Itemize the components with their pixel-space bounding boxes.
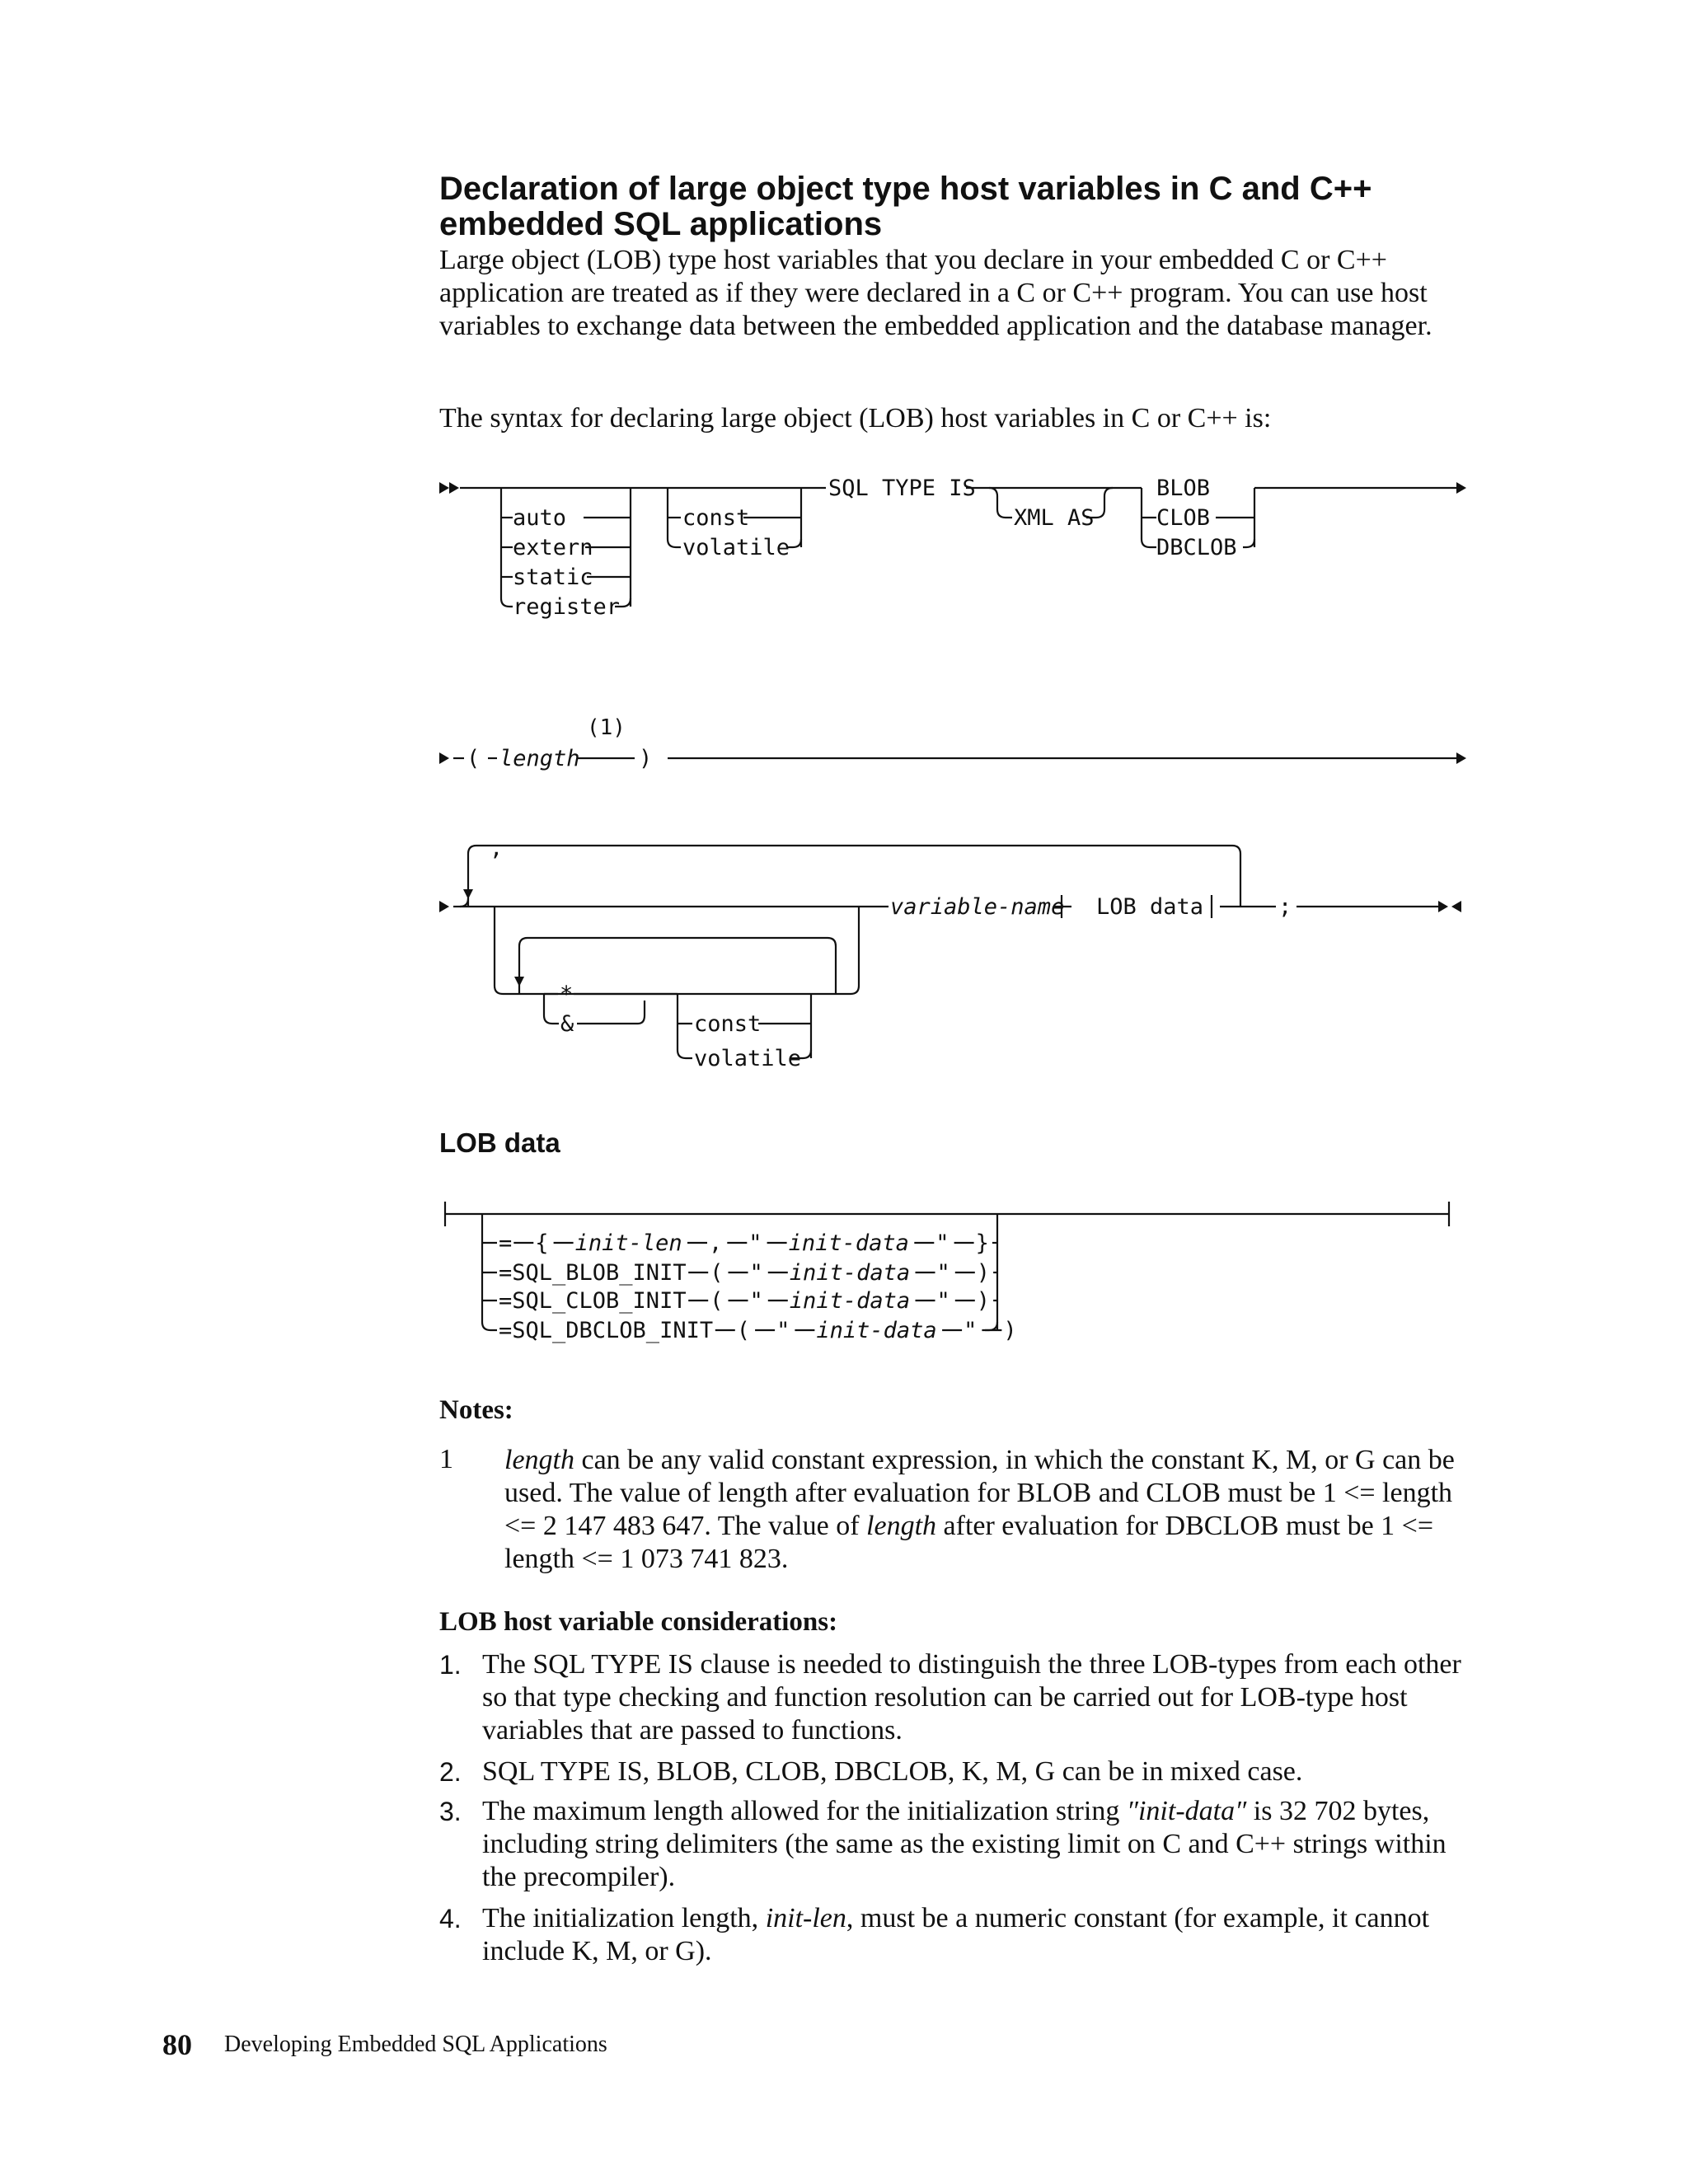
considerations-heading: LOB host variable considerations: bbox=[439, 1607, 838, 1637]
lob-data-token: " bbox=[749, 1260, 763, 1286]
list-item: The SQL TYPE IS clause is needed to distinguish the three LOB-types from each other so that type checking and function resolution can be carried out for LOB-type host variables that are passed to functions. bbox=[482, 1649, 1461, 1746]
lob-data-token: , bbox=[709, 1230, 723, 1256]
list-item bbox=[482, 1795, 1484, 1894]
note-number: 1 bbox=[439, 1444, 453, 1474]
list-item: SQL TYPE IS, BLOB, CLOB, DBCLOB, K, M, G can be in mixed case. bbox=[482, 1756, 1303, 1787]
qualifier-const-2: const bbox=[694, 1011, 762, 1037]
lob-data-param-init-len: init-len bbox=[574, 1230, 682, 1256]
lob-data-param-init-data: init-data bbox=[789, 1260, 911, 1286]
list-item-text-b: is 32 702 bytes, including string delimiters (the same as the existing limit on C and C++ strings within the precompiler). bbox=[482, 1796, 1447, 1892]
lob-data-option-row bbox=[499, 1260, 997, 1286]
list-item-number: 1. bbox=[439, 1650, 462, 1680]
lob-data-prefix: =SQL_CLOB_INIT bbox=[499, 1288, 687, 1314]
note-text-part-a: can be any valid constant expression, in which the constant K, M, or G can be used. The value of length after evaluation for BLOB and CLOB must be 1 <= length <= 2 147 483 647. The value of bbox=[504, 1445, 1455, 1541]
lob-data-token: ( bbox=[736, 1318, 751, 1343]
lob-data-token: { bbox=[535, 1230, 549, 1256]
lob-data-token: " bbox=[749, 1288, 763, 1314]
list-item-number: 3. bbox=[439, 1797, 462, 1826]
close-paren: ) bbox=[639, 746, 653, 771]
note-term-length-2: length bbox=[866, 1511, 937, 1541]
qualifier-volatile: volatile bbox=[682, 535, 790, 560]
storage-extern: extern bbox=[513, 535, 593, 560]
repeat-separator-comma: , bbox=[490, 836, 504, 861]
syntax-intro-paragraph: The syntax for declaring large object (LOB) host variables in C or C++ is: bbox=[439, 403, 1272, 434]
lob-data-token: ) bbox=[976, 1260, 991, 1286]
footer-book-title: Developing Embedded SQL Applications bbox=[224, 2032, 607, 2057]
lob-type-dbclob: DBCLOB bbox=[1156, 535, 1237, 560]
list-item-term: ″init-data″ bbox=[1126, 1796, 1247, 1826]
list-item-number: 4. bbox=[439, 1904, 462, 1933]
variable-name-parameter: variable-name bbox=[890, 894, 1065, 920]
lob-data-prefix: =SQL_DBCLOB_INIT bbox=[499, 1318, 714, 1343]
sql-type-is-keyword: SQL TYPE IS bbox=[828, 476, 976, 501]
lob-data-heading: LOB data bbox=[439, 1127, 560, 1158]
note-reference-1: (1) bbox=[587, 715, 626, 740]
intro-paragraph: Large object (LOB) type host variables that you declare in your embedded C or C++ application are treated as if they were declared in a C or C++ program. You can use host variables to exchange data between the embedded application and the database manager. bbox=[439, 245, 1432, 341]
list-item-text-b: , must be a numeric constant (for example, it cannot include K, M, or G). bbox=[482, 1903, 1430, 1966]
storage-auto: auto bbox=[513, 505, 567, 531]
lob-data-token: ( bbox=[710, 1260, 724, 1286]
lob-data-token: ( bbox=[710, 1288, 724, 1314]
list-item-text-a: The maximum length allowed for the initialization string bbox=[482, 1796, 1127, 1826]
note-term-length: length bbox=[504, 1445, 574, 1475]
pointer-ampersand: & bbox=[560, 1011, 574, 1037]
list-item-number: 2. bbox=[439, 1757, 462, 1787]
semicolon: ; bbox=[1278, 894, 1292, 920]
lob-data-token: " bbox=[936, 1288, 950, 1314]
lob-data-token: " bbox=[935, 1230, 950, 1256]
open-paren: ( bbox=[467, 746, 481, 771]
note-text bbox=[504, 1444, 1477, 1576]
lob-data-token: " bbox=[964, 1318, 978, 1343]
storage-static: static bbox=[513, 565, 593, 590]
lob-data-token: " bbox=[748, 1230, 762, 1256]
storage-register: register bbox=[513, 594, 621, 620]
lob-data-option-row bbox=[499, 1230, 997, 1256]
lob-data-token: " bbox=[936, 1260, 950, 1286]
lob-data-option-row bbox=[499, 1318, 1017, 1343]
lob-data-fragment-ref: LOB data bbox=[1096, 894, 1204, 920]
list-item bbox=[482, 1902, 1484, 1968]
qualifier-const: const bbox=[682, 505, 750, 531]
notes-heading: Notes: bbox=[439, 1395, 513, 1425]
qualifier-volatile-2: volatile bbox=[694, 1046, 802, 1071]
lob-data-prefix: = bbox=[499, 1230, 513, 1256]
lob-data-token: ) bbox=[1003, 1318, 1017, 1343]
list-item-term: init-len bbox=[765, 1903, 846, 1933]
lob-data-token: " bbox=[776, 1318, 790, 1343]
lob-data-token: } bbox=[975, 1230, 989, 1256]
lob-data-option-row bbox=[499, 1288, 997, 1314]
list-item-text-a: The initialization length, bbox=[482, 1903, 766, 1933]
lob-data-param-init-data: init-data bbox=[788, 1230, 909, 1256]
lob-data-param-init-data: init-data bbox=[789, 1288, 911, 1314]
lob-type-blob: BLOB bbox=[1156, 476, 1211, 501]
footer-page-number: 80 bbox=[162, 2028, 192, 2061]
xml-as-keyword: XML AS bbox=[1014, 505, 1095, 531]
section-title: Declaration of large object type host variables in C and C++ embedded SQL applications bbox=[439, 171, 1372, 242]
pointer-asterisk: * bbox=[560, 982, 574, 1007]
lob-data-token: ) bbox=[976, 1288, 991, 1314]
length-parameter: length bbox=[499, 746, 580, 771]
lob-type-clob: CLOB bbox=[1156, 505, 1211, 531]
lob-data-param-init-data: init-data bbox=[816, 1318, 937, 1343]
lob-data-prefix: =SQL_BLOB_INIT bbox=[499, 1260, 687, 1286]
note-text-part-b: after evaluation for DBCLOB must be 1 <= length <= 1 073 741 823. bbox=[504, 1511, 1434, 1574]
